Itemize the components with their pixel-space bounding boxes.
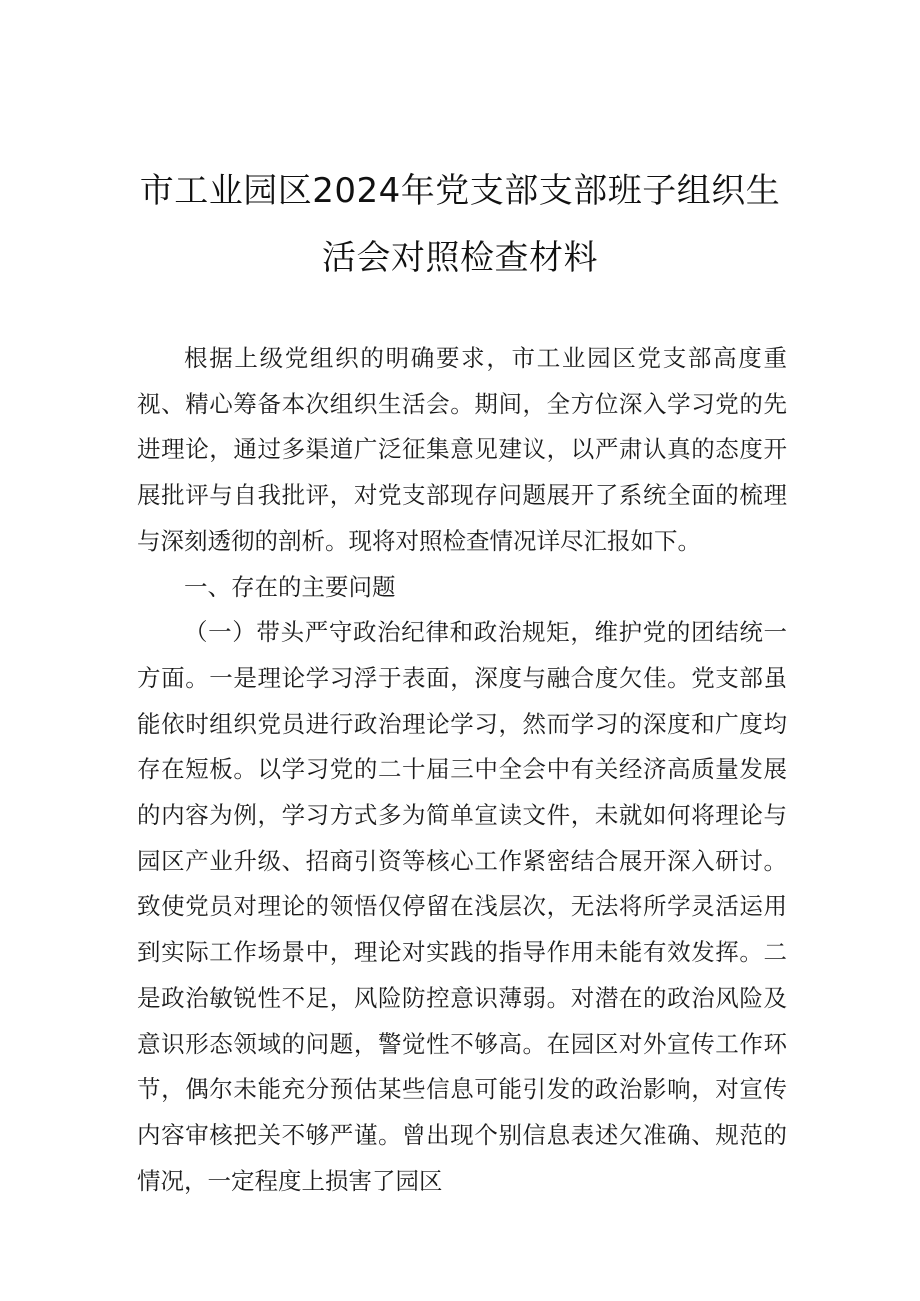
document-title-line-2: 活会对照检查材料 bbox=[322, 238, 598, 278]
document-title-line-1: 市工业园区2024年党支部支部班子组织生 bbox=[139, 171, 781, 211]
section-heading: 一、存在的主要问题 bbox=[184, 572, 396, 601]
intro-paragraph: 根据上级党组织的明确要求，市工业园区党支部高度重视、精心筹备本次组织生活会。期间，全方位深入学习党的先进理论，通过多渠道广泛征集意见建议，以严肃认真的态度开展批评与自我批评，对党支部现存问题展开了系统全面的梳理与深刻透彻的剖析。现将对照检查情况详尽汇报如下。 bbox=[137, 344, 787, 555]
document-body bbox=[137, 336, 787, 1204]
section-paragraph: （一）带头严守政治纪律和政治规矩，维护党的团结统一方面。一是理论学习浮于表面，深度与融合度欠佳。党支部虽能依时组织党员进行政治理论学习，然而学习的深度和广度均存在短板。以学习党的二十届三中全会中有关经济高质量发展的内容为例，学习方式多为简单宣读文件，未就如何将理论与园区产业升级、招商引资等核心工作紧密结合展开深入研讨。致使党员对理论的领悟仅停留在浅层次，无法将所学灵活运用到实际工作场景中，理论对实践的指导作用未能有效发挥。二是政治敏锐性不足，风险防控意识薄弱。对潜在的政治风险及意识形态领域的问题，警觉性不够高。在园区对外宣传工作环节，偶尔未能充分预估某些信息可能引发的政治影响，对宣传内容审核把关不够严谨。曾出现个别信息表述欠准确、规范的情况，一定程度上损害了园区 bbox=[137, 618, 787, 1195]
